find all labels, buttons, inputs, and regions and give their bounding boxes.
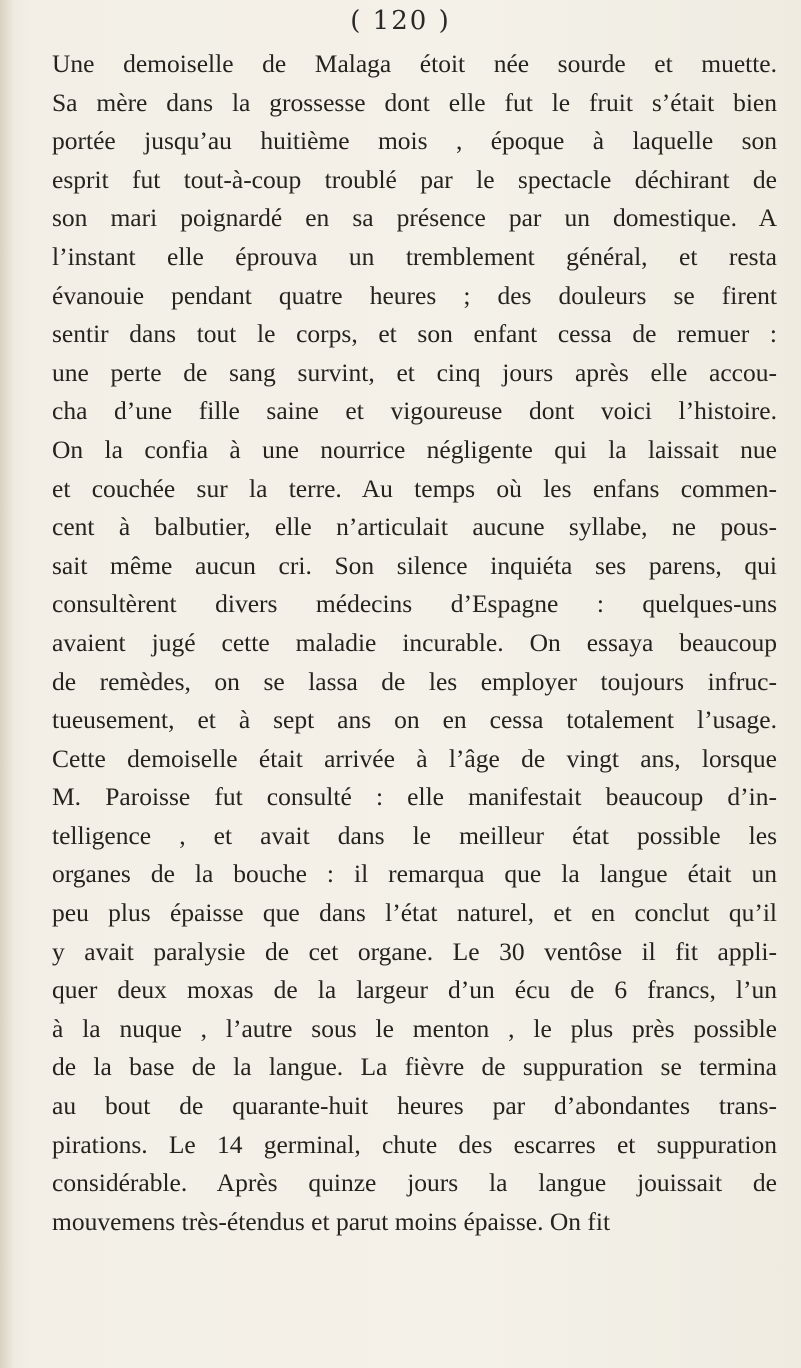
text-line: portée jusqu’au huitième mois , époque à laquelle son bbox=[52, 126, 777, 156]
text-line: Sa mère dans la grossesse dont elle fut le fruit s’était bien bbox=[52, 87, 777, 117]
text-line: à la nuque , l’autre sous le menton , le plus près possible bbox=[52, 1013, 777, 1043]
text-line: telligence , et avait dans le meilleur état possible les bbox=[52, 820, 777, 850]
text-line: consultèrent divers médecins d’Espagne : quelques-uns bbox=[52, 589, 777, 619]
text-line: considérable. Après quinze jours la langue jouissait de bbox=[52, 1168, 777, 1198]
text-line: une perte de sang survint, et cinq jours après elle accou- bbox=[52, 357, 777, 387]
text-line: au bout de quarante-huit heures par d’abondantes trans- bbox=[52, 1091, 777, 1121]
text-line: sait même aucun cri. Son silence inquiéta ses parens, qui bbox=[52, 550, 777, 580]
text-line: quer deux moxas de la largeur d’un écu de 6 francs, l’un bbox=[52, 975, 777, 1005]
text-line: évanouie pendant quatre heures ; des douleurs se firent bbox=[52, 280, 777, 310]
text-line: et couchée sur la terre. Au temps où les enfans commen- bbox=[52, 473, 777, 503]
text-line: tueusement, et à sept ans on en cessa totalement l’usage. bbox=[52, 705, 777, 735]
text-line: On la confia à une nourrice négligente qui la laissait nue bbox=[52, 434, 777, 464]
text-line: cha d’une fille saine et vigoureuse dont voici l’histoire. bbox=[52, 396, 777, 426]
text-line: son mari poignardé en sa présence par un domestique. A bbox=[52, 203, 777, 233]
text-line: l’instant elle éprouva un tremblement général, et resta bbox=[52, 241, 777, 271]
text-line: Cette demoiselle était arrivée à l’âge de vingt ans, lorsque bbox=[52, 743, 777, 773]
text-line: de remèdes, on se lassa de les employer toujours infruc- bbox=[52, 666, 777, 696]
binding-shadow bbox=[0, 0, 14, 1368]
text-line: cent à balbutier, elle n’articulait aucune syllabe, ne pous- bbox=[52, 512, 777, 542]
text-line: sentir dans tout le corps, et son enfant cessa de remuer : bbox=[52, 319, 777, 349]
text-line: peu plus épaisse que dans l’état naturel, et en conclut qu’il bbox=[52, 898, 777, 928]
text-line: y avait paralysie de cet organe. Le 30 ventôse il fit appli- bbox=[52, 936, 777, 966]
body-text bbox=[52, 45, 777, 1241]
text-line: de la base de la langue. La fièvre de suppuration se termina bbox=[52, 1052, 777, 1082]
text-line: avaient jugé cette maladie incurable. On essaya beaucoup bbox=[52, 627, 777, 657]
text-line: organes de la bouche : il remarqua que la langue était un bbox=[52, 859, 777, 889]
text-line: M. Paroisse fut consulté : elle manifestait beaucoup d’in- bbox=[52, 782, 777, 812]
text-line: Une demoiselle de Malaga étoit née sourde et muette. bbox=[52, 49, 777, 78]
page-number: ( 120 ) bbox=[350, 6, 451, 36]
text-line: esprit fut tout-à-coup troublé par le spectacle déchirant de bbox=[52, 164, 777, 194]
text-line: mouvemens très-étendus et parut moins épaisse. On fit bbox=[52, 1206, 611, 1236]
text-line: pirations. Le 14 germinal, chute des escarres et suppuration bbox=[52, 1129, 777, 1159]
